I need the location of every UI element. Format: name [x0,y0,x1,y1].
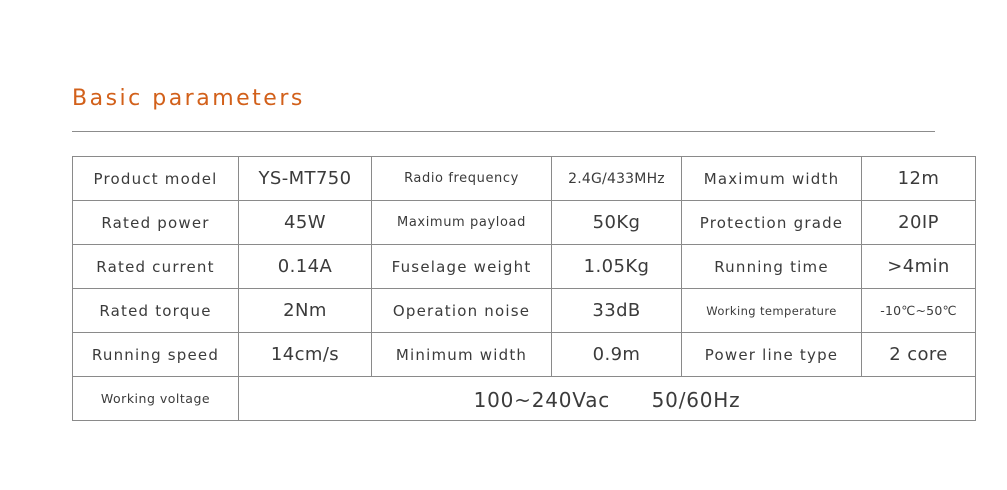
param-value: 100~240Vac 50/60Hz [239,377,976,421]
param-label: Radio frequency [372,157,552,201]
param-value: -10℃~50℃ [862,289,976,333]
table-row [73,377,976,421]
parameters-table [72,156,976,421]
param-label: Running speed [73,333,239,377]
param-label: Power line type [682,333,862,377]
param-value: 50Kg [552,201,682,245]
param-value: 2 core [862,333,976,377]
table-row [73,201,976,245]
param-label: Working temperature [682,289,862,333]
param-value: 45W [239,201,372,245]
param-label: Running time [682,245,862,289]
param-value: 14cm/s [239,333,372,377]
param-value: 0.9m [552,333,682,377]
param-value: 33dB [552,289,682,333]
param-value: 1.05Kg [552,245,682,289]
param-value: 0.14A [239,245,372,289]
param-value: 12m [862,157,976,201]
param-label: Working voltage [73,377,239,421]
page-title: Basic parameters [72,86,305,111]
param-label: Fuselage weight [372,245,552,289]
param-label: Rated power [73,201,239,245]
param-value: YS-MT750 [239,157,372,201]
param-value: 2Nm [239,289,372,333]
param-value: >4min [862,245,976,289]
parameters-table-container [72,156,975,421]
param-label: Maximum width [682,157,862,201]
param-label: Operation noise [372,289,552,333]
param-label: Protection grade [682,201,862,245]
param-label: Minimum width [372,333,552,377]
table-row [73,157,976,201]
param-label: Rated current [73,245,239,289]
table-row [73,289,976,333]
param-value: 2.4G/433MHz [552,157,682,201]
param-label: Product model [73,157,239,201]
param-value: 20IP [862,201,976,245]
table-row [73,333,976,377]
param-label: Rated torque [73,289,239,333]
param-label: Maximum payload [372,201,552,245]
table-row [73,245,976,289]
title-divider [72,131,935,132]
